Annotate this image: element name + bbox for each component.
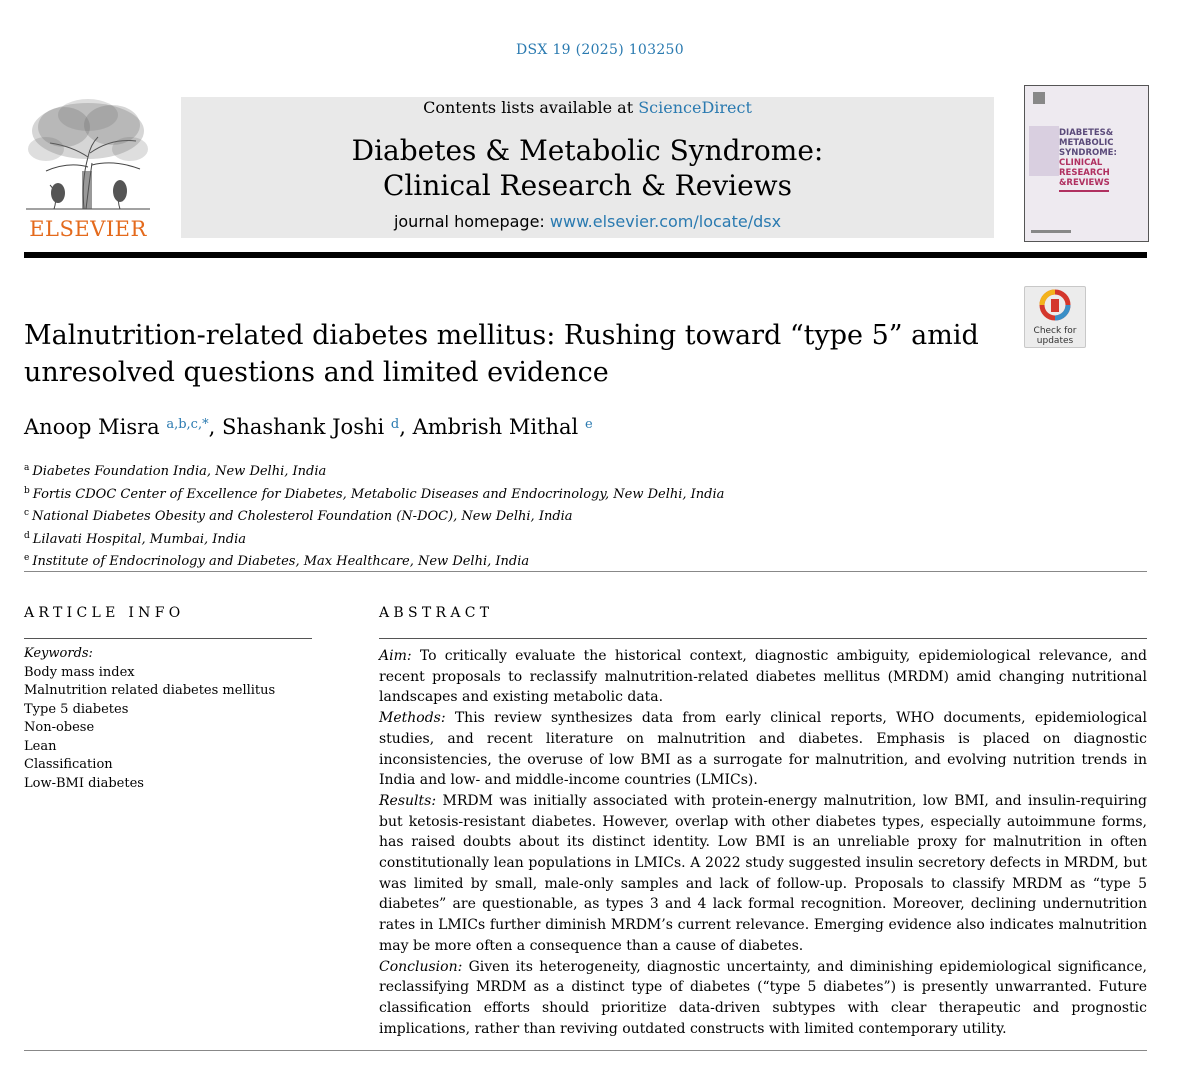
- keyword-item: Low-BMI diabetes: [24, 775, 144, 791]
- keyword-item: Non-obese: [24, 720, 95, 735]
- crossmark-label-line: updates: [1036, 335, 1074, 346]
- abstract-methods: [379, 708, 1147, 791]
- affiliation-item: [24, 459, 724, 482]
- affiliation-text: Lilavati Hospital, Mumbai, India: [32, 531, 247, 547]
- elsevier-logo[interactable]: [24, 97, 152, 242]
- homepage-prefix: journal homepage:: [393, 212, 550, 231]
- cover-footer-bar: [1031, 230, 1071, 233]
- journal-title[interactable]: [181, 133, 994, 203]
- affiliation-text: Fortis CDOC Center of Excellence for Diabetes, Metabolic Diseases and Endocrinology, New Delhi, India: [32, 486, 725, 502]
- abstract-heading: ABSTRACT: [379, 605, 494, 621]
- author-separator: ,: [208, 415, 222, 439]
- abstract-aim: [379, 646, 1147, 708]
- article-title-line-1: Malnutrition-related diabetes mellitus: Rushing toward “type 5” amid: [24, 320, 979, 351]
- cover-title-line: RESEARCH: [1059, 168, 1110, 178]
- cover-accent-bar: [1059, 190, 1109, 192]
- affiliation-item: [24, 482, 724, 505]
- article-info-rule: [24, 638, 312, 639]
- cover-title-line: CLINICAL: [1059, 158, 1103, 168]
- abstract-section-text: This review synthesizes data from early clinical reports, WHO documents, epidemiological studies, and recent literature on malnutrition and diabetes. Emphasis is placed on diagnostic inconsistencies, the overuse of low BMI as a surrogate for malnutrition, and evolving nutrition trends in India and low- and middle-income countries (LMICs).: [379, 710, 1147, 789]
- abstract-section-label: Results:: [379, 792, 437, 809]
- abstract-section-label: Methods:: [379, 710, 446, 727]
- affiliation-text: Institute of Endocrinology and Diabetes, Max Healthcare, New Delhi, India: [32, 554, 530, 569]
- journal-title-line-2: Clinical Research & Reviews: [383, 169, 792, 202]
- check-for-updates-button[interactable]: [1024, 286, 1086, 348]
- keywords-label: Keywords:: [24, 646, 93, 661]
- crossmark-icon: [1025, 287, 1085, 323]
- crossmark-label-line: Check for: [1033, 326, 1077, 336]
- journal-title-line-1: Diabetes & Metabolic Syndrome:: [351, 134, 824, 167]
- contents-line: [181, 98, 994, 117]
- author-affiliation-marks[interactable]: e: [584, 417, 593, 432]
- elsevier-tree-icon: [24, 97, 152, 215]
- journal-homepage-link[interactable]: www.elsevier.com/locate/dsx: [549, 212, 782, 231]
- author-affiliation-marks[interactable]: d: [390, 417, 400, 432]
- affiliation-text: National Diabetes Obesity and Cholesterol Foundation (N-DOC), New Delhi, India: [32, 509, 573, 524]
- journal-cover-thumbnail[interactable]: [1024, 85, 1149, 242]
- publisher-wordmark: ELSEVIER: [29, 217, 147, 241]
- homepage-line: [181, 212, 994, 231]
- author-name[interactable]: Ambrish Mithal: [412, 415, 579, 439]
- journal-citation-link[interactable]: DSX 19 (2025) 103250: [516, 42, 684, 58]
- author-affiliation-marks[interactable]: a,b,c,*: [166, 417, 209, 432]
- affiliation-item: [24, 549, 724, 572]
- cover-side-stripe: [1029, 126, 1059, 176]
- abstract-conclusion: [379, 957, 1147, 1040]
- abstract-section-text: Given its heterogeneity, diagnostic uncertainty, and diminishing epidemiological significance, reclassifying MRDM as a distinct type of diabetes (“type 5 diabetes”) is presently unwarranted. Future classification efforts should prioritize data-driven subtypes with clear therapeutic and prognostic implications, rather than reviving outdated constructs with limited contemporary utility.: [379, 958, 1147, 1037]
- contents-prefix: Contents lists available at: [423, 98, 639, 117]
- article-info-heading: ARTICLE INFO: [24, 605, 185, 621]
- abstract-section-label: Conclusion:: [379, 958, 463, 975]
- keyword-item: Malnutrition related diabetes mellitus: [24, 683, 276, 698]
- keyword-item: Classification: [24, 757, 113, 772]
- keyword-item: Body mass index: [24, 664, 135, 680]
- article-title-line-2: unresolved questions and limited evidence: [24, 357, 609, 388]
- affiliation-mark: a: [24, 463, 30, 473]
- author-separator: ,: [399, 415, 413, 439]
- section-divider: [24, 571, 1147, 572]
- article-title: [24, 317, 984, 391]
- affiliation-item: [24, 527, 724, 550]
- keyword-item: Lean: [24, 738, 57, 754]
- abstract-rule: [379, 638, 1147, 639]
- abstract-results: [379, 791, 1147, 957]
- affiliation-text: Diabetes Foundation India, New Delhi, India: [32, 464, 327, 479]
- bottom-divider: [24, 1050, 1147, 1051]
- keyword-item: Type 5 diabetes: [24, 701, 129, 717]
- cover-title-line: METABOLIC: [1059, 138, 1114, 148]
- affiliation-mark: d: [24, 530, 30, 541]
- author-name[interactable]: Shashank Joshi: [221, 415, 385, 439]
- abstract-body: [379, 646, 1147, 1039]
- cover-title-line: SYNDROME:: [1059, 148, 1117, 158]
- abstract-section-text: MRDM was initially associated with protein-energy malnutrition, low BMI, and insulin-requiring but ketosis-resistant diabetes. However, overlap with other diabetes types, especially autoimmune forms, has raised doubts about its distinct identity. Low BMI is an unreliable proxy for malnutrition in often constitutionally lean populations in LMICs. A 2022 study suggested insulin secretory defects in MRDM, but was limited by small, male-only samples and lack of follow-up. Proposals to classify MRDM as “type 5 diabetes” are questionable, as types 3 and 4 lack formal recognition. Moreover, declining undernutrition rates in LMICs further diminish MRDM’s current relevance. Emerging evidence also indicates malnutrition may be more often a consequence than a cause of diabetes.: [379, 792, 1148, 954]
- crossmark-label: [1025, 327, 1085, 346]
- keywords-block: [24, 645, 275, 793]
- cover-title-block: [1059, 128, 1117, 188]
- author-name[interactable]: Anoop Misra: [24, 415, 160, 439]
- sciencedirect-link[interactable]: ScienceDirect: [638, 98, 752, 117]
- abstract-section-text: To critically evaluate the historical context, diagnostic ambiguity, epidemiological relevance, and recent proposals to reclassify malnutrition-related diabetes mellitus (MRDM) amid changing nutritional landscapes and existing metabolic data.: [379, 648, 1147, 706]
- abstract-section-label: Aim:: [379, 648, 412, 664]
- author-list: [24, 415, 593, 439]
- affiliation-mark: e: [24, 553, 30, 563]
- cover-title-line: &REVIEWS: [1059, 178, 1110, 188]
- affiliation-mark: b: [24, 485, 30, 496]
- affiliation-item: [24, 504, 724, 527]
- affiliation-list: [24, 459, 724, 572]
- cover-logo-icon: [1033, 92, 1045, 104]
- header-divider: [24, 252, 1147, 258]
- cover-title-line: DIABETES&: [1059, 128, 1114, 138]
- affiliation-mark: c: [24, 508, 30, 518]
